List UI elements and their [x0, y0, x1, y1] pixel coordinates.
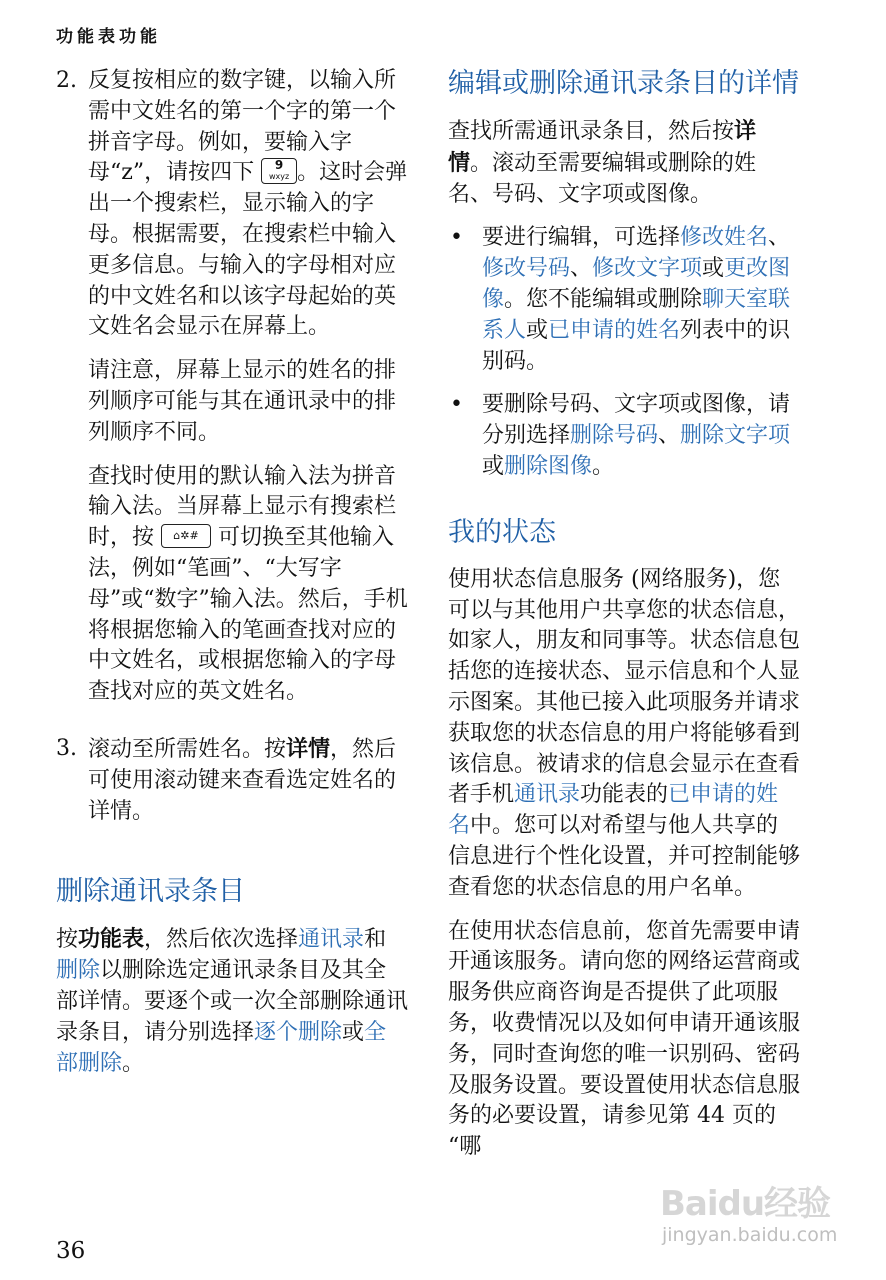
paragraph: 在使用状态信息前，您首先需要申请开通该服务。请向您的网络运营商或服务供应商咨询是否提供了此项服务，收费情况以及如何申请开通该服务，同时查询您的唯一识别码、密码及服务设置。要设置使用状态信息服务的必要设置，请参见第 44 页的 “哪: [448, 918, 801, 1160]
list-number: 3.: [56, 735, 77, 761]
link-delete-number[interactable]: 删除号码: [570, 423, 659, 449]
page-number: 36: [56, 1238, 86, 1264]
link-chat-contacts[interactable]: 聊天室联系人: [482, 286, 791, 343]
link-delete-text[interactable]: 删除文字项: [680, 423, 791, 449]
link-delete-all[interactable]: 全部删除: [56, 1019, 387, 1076]
list-item-3: [56, 734, 408, 840]
link-contacts[interactable]: 通讯录: [298, 927, 365, 953]
bullet-item: • 要进行编辑，可选择修改姓名、修改号码、修改文字项或更改图像。您不能编辑或删除聊天室联系人或已申请的姓名列表中的识别码。: [448, 223, 800, 377]
link-delete-image[interactable]: 删除图像: [504, 453, 593, 479]
bullet-item: • 要删除号码、文字项或图像，请分别选择删除号码、删除文字项或删除图像。: [448, 390, 800, 482]
section-heading-edit: 编辑或删除通讯录条目的详情: [448, 68, 799, 99]
link-contacts[interactable]: 通讯录: [514, 782, 581, 808]
link-edit-name[interactable]: 修改姓名: [680, 225, 769, 251]
section-heading-delete: 删除通讯录条目: [56, 876, 245, 908]
paragraph: 按功能表，然后依次选择通讯录和删除以删除选定通讯录条目及其全部详情。要逐个或一次全部删除通讯录条目，请分别选择逐个删除或全部删除。: [56, 926, 409, 1076]
running-header: 功能表功能: [56, 27, 161, 47]
link-subscribed-names[interactable]: 已申请的姓名: [548, 317, 681, 343]
paragraph: 滚动至所需姓名。按详情，然后可使用滚动键来查看选定姓名的详情。: [88, 735, 397, 824]
hash-key-icon: ⌂✲#: [161, 524, 211, 548]
bullet-icon: •: [450, 392, 463, 418]
link-edit-number[interactable]: 修改号码: [482, 256, 571, 282]
key-9-icon: 9 wxyz: [261, 158, 297, 184]
link-delete-one[interactable]: 逐个删除: [254, 1019, 343, 1045]
right-column: [448, 66, 800, 1176]
list-item-2: [56, 66, 408, 721]
watermark-logo: Baidu经验: [660, 1184, 831, 1224]
paragraph: 查找所需通讯录条目，然后按详情。滚动至需要编辑或删除的姓名、号码、文字项或图像。: [448, 118, 757, 207]
link-edit-text[interactable]: 修改文字项: [592, 256, 703, 282]
watermark-url: jingyan.baidu.com: [662, 1224, 838, 1246]
link-subscribed-names[interactable]: 已申请的姓名: [448, 782, 779, 839]
list-number: 2.: [56, 68, 77, 93]
bullet-icon: •: [450, 225, 463, 251]
paragraph: 使用状态信息服务 (网络服务)，您可以与其他用户共享您的状态信息，如家人，朋友和同事等。状态信息包括您的连接状态、显示信息和个人显示图案。其他已接入此项服务并请求获取您的状态信息的用户将能够看到该信息。被请求的信息会显示在查看者手机通讯录功能表的已申请的姓名中。您可以对希望与他人共享的信息进行个性化设置，并可控制能够查看您的状态信息的用户名单。: [448, 566, 801, 900]
left-column: [56, 66, 408, 1092]
link-delete[interactable]: 删除: [56, 958, 101, 984]
link-change-image[interactable]: 更改图像: [482, 256, 791, 312]
paragraph: 查找时使用的默认输入法为拼音输入法。当屏幕上显示有搜索栏时，按 ⌂✲# 可切换至其他输入法，例如“笔画”、“大写字母”或“数字”输入法。然后，手机将根据您输入的笔画查找对应的中文姓名，或根据您输入的字母查找对应的英文姓名。: [88, 463, 408, 705]
section-heading-status: 我的状态: [448, 516, 556, 548]
paragraph-note: 请注意，屏幕上显示的姓名的排列顺序可能与其在通讯录中的排列顺序不同。: [88, 358, 397, 445]
paragraph: 反复按相应的数字键，以输入所需中文姓名的第一个字的第一个拼音字母。例如，要输入字母“z”，请按四下 9 wxyz 。这时会弹出一个搜索栏，显示输入的字母。根据需要，在搜索栏中输入更多信息。与输入的字母相对应的中文姓名和以该字母起始的英文姓名会显示在屏幕上。: [88, 68, 408, 340]
watermark: [660, 1176, 870, 1262]
